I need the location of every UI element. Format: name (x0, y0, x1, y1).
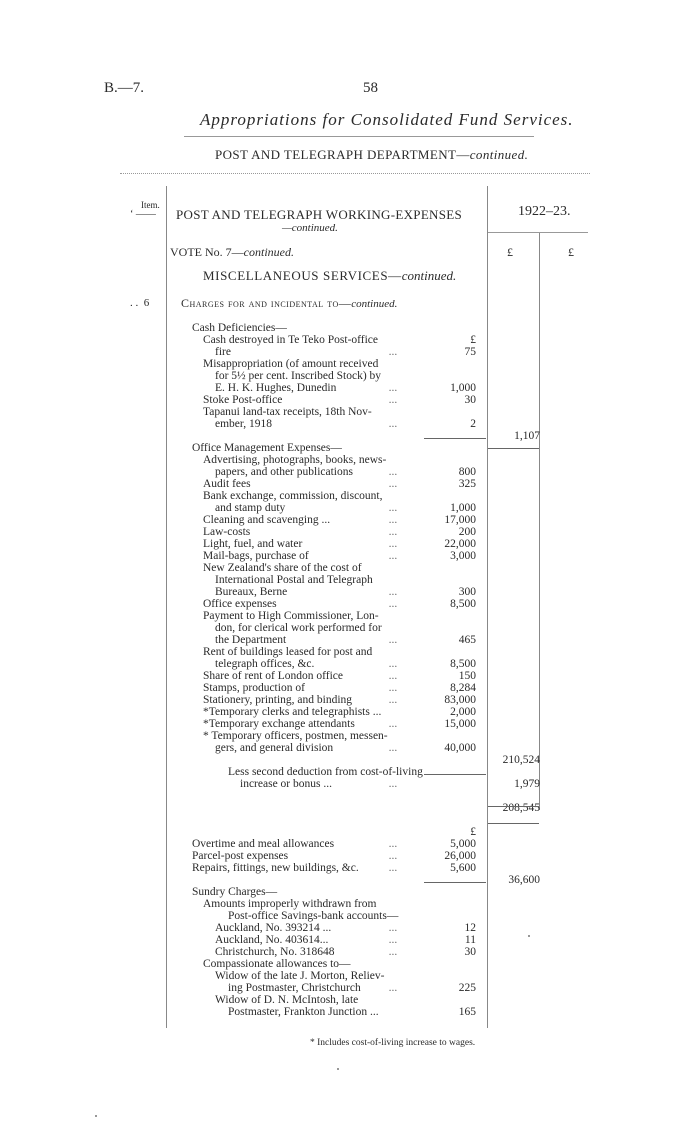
table-row (0, 958, 700, 970)
table-row (0, 826, 700, 838)
row-label: Less second deduction from cost-of-living (228, 766, 423, 778)
row-amount: 83,000 (444, 694, 476, 706)
leader-dots: ... (380, 694, 398, 706)
row-amount: 200 (458, 526, 476, 538)
vote-continued: continued. (243, 245, 294, 259)
leader-dots: ... (380, 382, 398, 394)
table-row (0, 562, 700, 574)
leader-dots: ... (380, 526, 398, 538)
leader-dots: ... (380, 742, 398, 754)
table-row (0, 778, 700, 790)
table-row (0, 790, 700, 802)
row-label: Stamps, production of (203, 682, 305, 694)
year-heading: 1922–23. (518, 204, 571, 219)
amount-column-pound: £ (507, 245, 513, 259)
title-rule (184, 136, 534, 137)
row-label: Bank exchange, commission, discount, (203, 490, 383, 502)
row-label: gers, and general division (215, 742, 334, 754)
row-label: * Temporary officers, postmen, messen- (203, 730, 388, 742)
leader-dots: ... (380, 598, 398, 610)
table-row (0, 730, 700, 742)
row-label: Law-costs (203, 526, 251, 538)
table-row (0, 706, 700, 718)
row-label: Advertising, photographs, books, news- (203, 454, 387, 466)
row-label: for 5½ per cent. Inscribed Stock) by (215, 370, 382, 382)
table-row (0, 622, 700, 634)
table-row (0, 406, 700, 418)
subhead (203, 268, 456, 284)
row-amount: 5,000 (450, 838, 476, 850)
row-label: papers, and other publications (215, 466, 353, 478)
row-label: *Temporary exchange attendants (203, 718, 355, 730)
leader-dots: ... (380, 682, 398, 694)
leader-dots: ... (380, 850, 398, 862)
row-label: Auckland, No. 393214 ... (215, 922, 332, 934)
row-label: Widow of the late J. Morton, Reliev- (215, 970, 385, 982)
table-row (0, 682, 700, 694)
row-amount: 40,000 (444, 742, 476, 754)
table-row (0, 586, 700, 598)
row-label: Parcel-post expenses (192, 850, 289, 862)
row-amount: 8,500 (450, 598, 476, 610)
row-amount: 12 (464, 922, 476, 934)
table-row (0, 346, 700, 358)
department-rule (120, 173, 590, 174)
row-label: Stoke Post-office (203, 394, 283, 406)
table-row (0, 502, 700, 514)
item-column-label: Item. (141, 200, 160, 210)
item-number-value: 6 (143, 297, 150, 309)
table-row (0, 862, 700, 874)
row-amount: 1,000 (450, 382, 476, 394)
table-row (0, 694, 700, 706)
row-total: 208,545 (502, 802, 540, 814)
row-amount: 150 (458, 670, 476, 682)
row-label: Cash destroyed in Te Teko Post-office (203, 334, 379, 346)
page-number: 58 (363, 80, 378, 96)
row-amount: 26,000 (444, 850, 476, 862)
row-label: ember, 1918 (215, 418, 273, 430)
leader-dots: ... (380, 778, 398, 790)
row-label: Overtime and meal allowances (192, 838, 335, 850)
row-amount: 22,000 (444, 538, 476, 550)
row-amount: 75 (464, 346, 476, 358)
row-amount: 8,500 (450, 658, 476, 670)
row-label: Tapanui land-tax receipts, 18th Nov- (203, 406, 372, 418)
row-label: E. H. K. Hughes, Dunedin (215, 382, 337, 394)
row-total: 1,107 (514, 430, 540, 442)
row-label: Rent of buildings leased for post and (203, 646, 373, 658)
table-row (0, 478, 700, 490)
table-row (0, 334, 700, 346)
section-title: POST AND TELEGRAPH WORKING-EXPENSES (176, 207, 463, 222)
row-label: Auckland, No. 403614... (215, 934, 329, 946)
report-reference: B.—7. (104, 80, 145, 96)
table-row (0, 754, 700, 766)
table-row (0, 490, 700, 502)
table-row (0, 934, 700, 946)
row-label: *Temporary clerks and telegraphists ... (203, 706, 382, 718)
table-row (0, 550, 700, 562)
row-label: Compassionate allowances to— (203, 958, 351, 970)
leader-dots: ... (380, 514, 398, 526)
table-row (0, 538, 700, 550)
row-label: Misappropriation (of amount received (203, 358, 379, 370)
leader-dots: ... (380, 982, 398, 994)
row-amount: 15,000 (444, 718, 476, 730)
row-label: Postmaster, Frankton Junction ... (228, 1006, 379, 1018)
row-amount: 2,000 (450, 706, 476, 718)
table-row (0, 970, 700, 982)
row-amount: 17,000 (444, 514, 476, 526)
table-row (0, 610, 700, 622)
table-row (0, 946, 700, 958)
table-row (0, 922, 700, 934)
footnote: * Includes cost-of-living increase to wages. (310, 1038, 476, 1048)
table-row (0, 874, 700, 886)
leader-dots: ... (380, 394, 398, 406)
subtotal-rule (424, 774, 486, 775)
table-row (0, 814, 700, 826)
row-amount: £ (470, 334, 476, 346)
row-label: don, for clerical work performed for (215, 622, 382, 634)
total-rule (488, 448, 539, 449)
leader-dots: ... (380, 934, 398, 946)
vote-heading (170, 245, 294, 260)
leader-dots: ... (380, 922, 398, 934)
table-row (0, 430, 700, 442)
row-label: Audit fees (203, 478, 251, 490)
row-label: Sundry Charges— (192, 886, 278, 898)
table-row (0, 322, 700, 334)
row-label: Amounts improperly withdrawn from (203, 898, 377, 910)
row-label: Payment to High Commissioner, Lon- (203, 610, 379, 622)
row-amount: 465 (458, 634, 476, 646)
leader-dots: ... (380, 466, 398, 478)
row-label: Repairs, fittings, new buildings, &c. (192, 862, 359, 874)
leader-dots: ... (380, 502, 398, 514)
row-amount: £ (470, 826, 476, 838)
total-column-pound: £ (568, 245, 574, 259)
leader-dots: ... (380, 862, 398, 874)
item-dash: ‘ —— (130, 209, 156, 220)
leader-dots: ... (380, 634, 398, 646)
table-row (0, 982, 700, 994)
row-amount: 800 (458, 466, 476, 478)
section-continued: —continued. (282, 222, 338, 234)
leader-dots: ... (380, 418, 398, 430)
row-amount: 30 (464, 394, 476, 406)
row-label: telegraph offices, &c. (215, 658, 315, 670)
row-label: Share of rent of London office (203, 670, 343, 682)
row-label: fire (215, 346, 231, 358)
row-amount: 11 (464, 934, 476, 946)
row-label: Widow of D. N. McIntosh, late (215, 994, 359, 1006)
row-amount: 325 (458, 478, 476, 490)
row-label: New Zealand's share of the cost of (203, 562, 362, 574)
table-row (0, 418, 700, 430)
leader-dots: ... (380, 718, 398, 730)
leader-dots: ... (380, 346, 398, 358)
subhead-name: MISCELLANEOUS SERVICES— (203, 268, 402, 283)
scan-speck (95, 1115, 97, 1117)
leader-dots: ... (380, 478, 398, 490)
department-heading (215, 147, 528, 163)
subtotal-rule (424, 438, 486, 439)
row-amount: 165 (458, 1006, 476, 1018)
scan-speck (337, 1068, 339, 1070)
total-rule (488, 823, 539, 824)
vote-number: VOTE No. 7— (170, 245, 244, 259)
row-amount: 300 (458, 586, 476, 598)
table-row (0, 382, 700, 394)
table-row (0, 526, 700, 538)
table-row (0, 442, 700, 454)
subtotal-rule (424, 882, 486, 883)
table-row (0, 802, 700, 814)
table-row (0, 574, 700, 586)
charges-continued: continued. (351, 298, 398, 310)
item-dots: . . (130, 297, 139, 309)
page-title: Appropriations for Consolidated Fund Services. (200, 110, 574, 129)
subhead-continued: continued. (401, 268, 457, 283)
row-amount: 1,000 (450, 502, 476, 514)
row-label: Office Management Expenses— (192, 442, 342, 454)
table-row (0, 658, 700, 670)
table-row (0, 646, 700, 658)
table-row (0, 766, 700, 778)
leader-dots: ... (380, 838, 398, 850)
total-rule (488, 806, 539, 807)
row-label: the Department (215, 634, 287, 646)
table-row (0, 370, 700, 382)
row-label: Christchurch, No. 318648 (215, 946, 335, 958)
table-row (0, 850, 700, 862)
table-row (0, 454, 700, 466)
row-label: increase or bonus ... (240, 778, 332, 790)
leader-dots: ... (380, 658, 398, 670)
row-label: Stationery, printing, and binding (203, 694, 353, 706)
row-label: Office expenses (203, 598, 277, 610)
table-row (0, 910, 700, 922)
department-name: POST AND TELEGRAPH DEPARTMENT— (215, 147, 470, 162)
leader-dots: ... (380, 946, 398, 958)
table-row (0, 1006, 700, 1018)
year-rule (488, 232, 588, 233)
charges-label: Charges for and incidental to— (181, 296, 352, 310)
table-row (0, 994, 700, 1006)
row-amount: 3,000 (450, 550, 476, 562)
item-number (130, 297, 149, 309)
table-row (0, 598, 700, 610)
row-total: 36,600 (508, 874, 540, 886)
leader-dots: ... (380, 586, 398, 598)
row-amount: 2 (470, 418, 476, 430)
row-total: 210,524 (502, 754, 540, 766)
row-total: 1,979 (514, 778, 540, 790)
table-row (0, 838, 700, 850)
row-label: Light, fuel, and water (203, 538, 303, 550)
table-row (0, 718, 700, 730)
row-label: International Postal and Telegraph (215, 574, 373, 586)
table-row (0, 358, 700, 370)
table-row (0, 886, 700, 898)
row-label: Cash Deficiencies— (192, 322, 287, 334)
table-row (0, 742, 700, 754)
leader-dots: ... (380, 670, 398, 682)
table-row (0, 394, 700, 406)
table-row (0, 670, 700, 682)
table-row (0, 898, 700, 910)
row-amount: 5,600 (450, 862, 476, 874)
table-row (0, 634, 700, 646)
row-amount: 8,284 (450, 682, 476, 694)
row-label: Mail-bags, purchase of (203, 550, 309, 562)
row-label: ing Postmaster, Christchurch (228, 982, 361, 994)
department-continued: continued. (469, 147, 529, 162)
leader-dots: ... (380, 538, 398, 550)
row-label: Bureaux, Berne (215, 586, 288, 598)
scan-speck (528, 935, 530, 937)
row-label: Cleaning and scavenging ... (203, 514, 331, 526)
charges-heading (181, 296, 397, 311)
row-label: and stamp duty (215, 502, 286, 514)
row-amount: 225 (458, 982, 476, 994)
table-row (0, 514, 700, 526)
leader-dots: ... (380, 550, 398, 562)
table-row (0, 466, 700, 478)
row-amount: 30 (464, 946, 476, 958)
row-label: Post-office Savings-bank accounts— (228, 910, 399, 922)
